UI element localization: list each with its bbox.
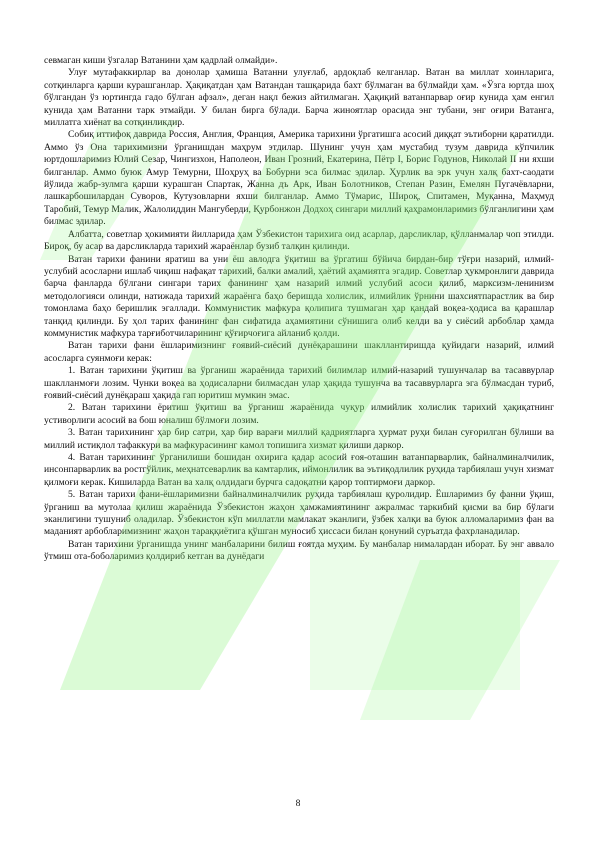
list-item-1: 1. Ватан тарихини ўқитиш ва ўрганиш жараёнида тарихий билимлар илмий-назарий тушунчалар ва тасаввурлар шаклланмоғи лозим. Чунки воқеа ва ҳодисаларни билмасдан улар ҳақида тушунча ва тасаввурларга эга бўлмасдан туриб, ғоявий-сиёсий дунёқараш ҳақида гап юритиш мумкин эмас. [44,365,554,401]
page-body [44,55,554,564]
paragraph-3: Собиқ иттифоқ даврида Россия, Англия, Франция, Америка тарихини ўргатишга асосий диққат эътиборни қаратилди. Аммо ўз Она тарихимизни ўрганишдан маҳрум этдилар. Шунинг учун ҳам мустабид тузум даврида кўпчилик юртдошларимиз Юлий Сезар, Чингизхон, Наполеон, Иван Грозний, Екатерина, Пётр I, Борис Годунов, Николай II ни яхши билганлар. Аммо буюк Амур Темурни, Шоҳруҳ ва Бобурни эса билмас эдилар. Ҳурлик ва эрк учун халқ бахт-саодати йўлида жабр-зулмга қарши курашган Спартак, Жанна дъ Арк, Иван Болотников, Степан Разин, Емелян Пугачёвларни, лашкарбошилардан Суворов, Кутузовларни яхши билганлар. Аммо Тўмарис, Широқ, Спитамен, Муқанна, Маҳмуд Таробий, Темур Малик, Жалолиддин Мангуберди, Қурбонжон Додхоҳ сингари миллий қаҳрамонларимиз бўлганлигини ҳам билмас эдилар. [44,129,554,228]
list-item-4: 4. Ватан тарихининг ўрганилиши бошидан охирига қадар асосий ғоя-оташин ватанпарварлик, байналминалчилик, инсонпарварлик ва ростгўйлик, меҳнатсеварлик ва камтарлик, иймонлилик ва эътиқодлилик руҳида тарбиялаш учун хизмат қилмоғи керак. Кишиларда Ватан ва халқ олдидаги бурчга садоқатни қарор топтирмоғи даркор. [44,452,554,488]
paragraph-7: Ватан тарихини ўрганишда унинг манбаларини билиш ғоятда муҳим. Бу манбалар нималардан иборат. Бу энг аввало ўтмиш ота-боболаримиз қолдириб кетган ва дунёдаги [44,538,554,563]
paragraph-5: Ватан тарихи фанини яратиш ва уни ёш авлодга ўқитиш ва ўргатиш бўйича бирдан-бир тўғри назарий, илмий-услубий асосларни ишлаб чиқиш нафақат тарихий, балки амалий, ҳаётий аҳамиятга эгадир. Советлар ҳукмронлиги даврида барча фанларда бўлгани сингари тарих фанининг ҳам назарий илмий услубий асоси қилиб, марксизм-ленинизм методологияси олинди, натижада тарихий жараёнга баҳо беришда холислик, илмийлик ўрнини шахсиятпарастлик ва бир томонлама баҳо беришлик эгаллади. Коммунистик мафкура қолипига тушмаган ҳар қандай воқеа-ҳодиса ва қарашлар танқид қилинди. Бу ҳол тарих фанининг фан сифатида аҳамиятини сўнишига олиб келди ва у сиёсий арбоблар ҳамда коммунистик мафкура тарғиботчиларининг қўғирчоғига айланиб қолди. [44,253,554,339]
page-number: 8 [295,798,301,809]
paragraph-2: Улуғ мутафаккирлар ва донолар ҳамиша Ватанни улуғлаб, ардоқлаб келганлар. Ватан ва миллат хоинларига, сотқинларга қарши курашганлар. Ҳақиқатдан ҳам Ватандан ташқарида бахт бўлмаган ва бўлмайди ҳам. «Ўзга юртда шоҳ бўлгандан ўз юртингда гадо бўлган афзал», деган нақл бежиз айтилмаган. Ҳақиқий ватанпарвар оғир кунида ҳам енгил кунида ҳам Ватанни тарк этмайди. У билан бирга бўлади. Барча жиноятлар орасида энг тубани, энг оғири Ватанга, миллатга хиёнат ва сотқинликдир. [44,67,554,129]
paragraph-6: Ватан тарихи фани ёшларимизнинг ғоявий-сиёсий дунёқарашини шакллантиришда қуйидаги назарий, илмий асосларга суянмоғи керак: [44,340,554,364]
list-item-5: 5. Ватан тарихи фани-ёшларимизни байналминалчилик руҳида тарбиялаш қуролидир. Ёшларимиз бу фанни ўқиш, ўрганиш ва мутолаа қилиш жараёнида Ўзбекистон жаҳон ҳамжамиятининг ажралмас таркибий қисми ва бир бўлаги эканлигини тушуниб оладилар. Ўзбекистон кўп миллатли мамлакат эканлиги, ўзбек халқи ва буюк алломаларимиз фан ва маданият арбобларимизнинг жаҳон тараққиётига қўшган муносиб ҳиссаси билан қонуний суръатда фахрланадилар. [44,489,554,538]
list-item-2: 2. Ватан тарихини ёритиш ўқитиш ва ўрганиш жараёнида чуқур илмийлик холислик тарихий ҳақиқатнинг устиворлиги асосий ва бош юналиш бўлмоғи лозим. [44,402,554,426]
paragraph-4: Албатта, советлар ҳокимияти йилларида ҳам Ўзбекистон тарихига оид асарлар, дарсликлар, қўлланмалар чоп этилди. Бироқ, бу асар ва дарсликларда тарихий жараёнлар бузиб талқин қилинди. [44,228,554,253]
paragraph-1: севмаган киши ўзгалар Ватанини ҳам қадрлай олмайди». [44,55,278,66]
list-item-3: 3. Ватан тарихининг ҳар бир сатри, ҳар бир варағи миллий қадриятларга ҳурмат руҳи билан суғорилган бўлиши ва миллий истиқлол тафаккури ва мафкурасининг камол топишига хизмат қилиши даркор. [44,427,554,451]
